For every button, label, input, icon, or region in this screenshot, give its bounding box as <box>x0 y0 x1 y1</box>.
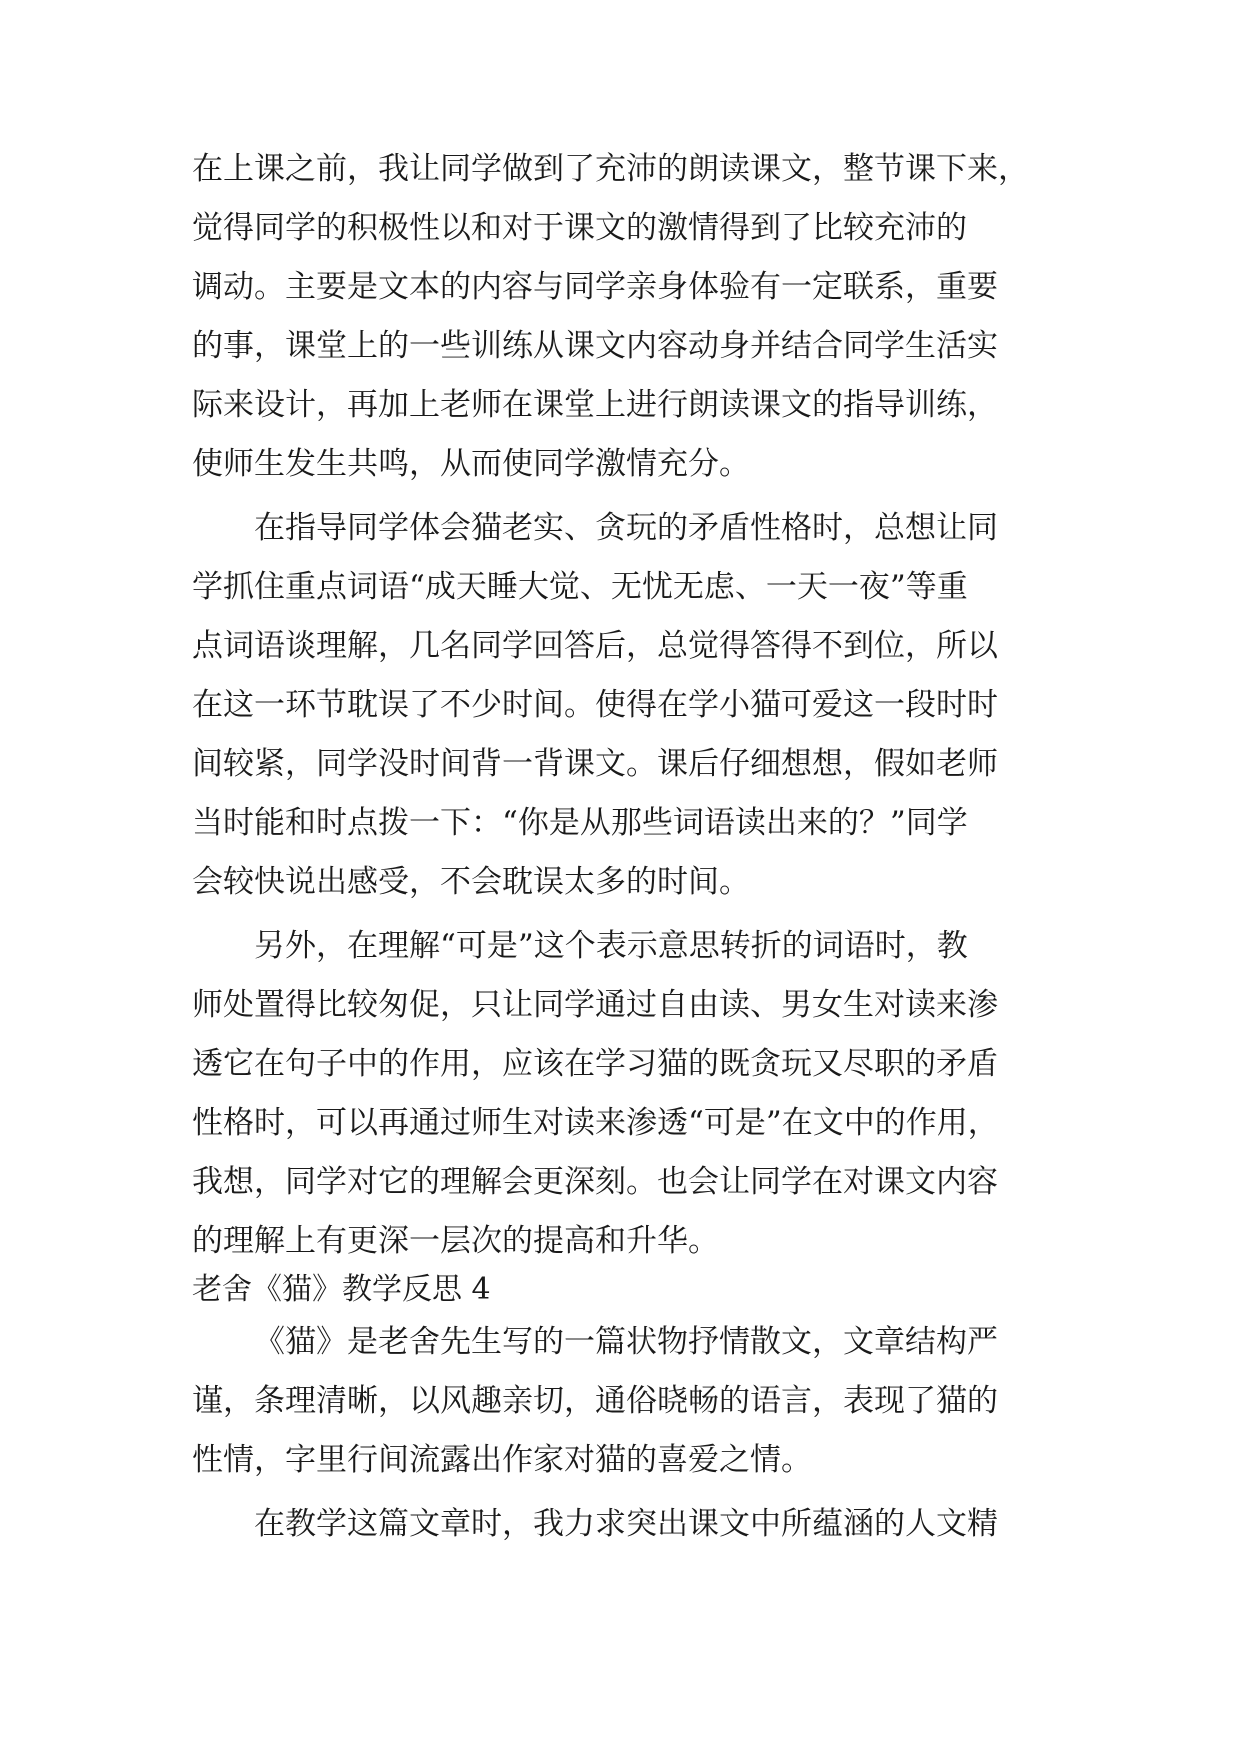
text-line: 当时能和时点拨一下：“你是从那些词语读出来的？”同学 <box>192 805 968 841</box>
paragraph-first-line: 在指导同学体会猫老实、贪玩的矛盾性格时，总想让同 <box>254 510 998 546</box>
text-line: 谨，条理清晰，以风趣亲切，通俗晓畅的语言，表现了猫的 <box>192 1383 998 1419</box>
text-line: 调动。主要是文本的内容与同学亲身体验有一定联系，重要 <box>192 269 998 305</box>
text-line: 师处置得比较匆促，只让同学通过自由读、男女生对读来渗 <box>192 987 998 1023</box>
text-line: 性情，字里行间流露出作家对猫的喜爱之情。 <box>192 1442 812 1478</box>
text-line: 的事，课堂上的一些训练从课文内容动身并结合同学生活实 <box>192 328 998 364</box>
section-heading: 老舍《猫》教学反思 4 <box>192 1272 491 1307</box>
text-line: 点词语谈理解，几名同学回答后，总觉得答得不到位，所以 <box>192 628 998 664</box>
text-line: 间较紧，同学没时间背一背课文。课后仔细想想，假如老师 <box>192 746 998 782</box>
text-line: 在上课之前，我让同学做到了充沛的朗读课文，整节课下来， <box>192 151 1029 187</box>
text-line: 学抓住重点词语“成天睡大觉、无忧无虑、一天一夜”等重 <box>192 569 968 605</box>
text-line: 我想，同学对它的理解会更深刻。也会让同学在对课文内容 <box>192 1164 998 1200</box>
text-line: 际来设计，再加上老师在课堂上进行朗读课文的指导训练， <box>192 387 998 423</box>
text-line: 使师生发生共鸣，从而使同学激情充分。 <box>192 446 750 482</box>
text-line: 透它在句子中的作用，应该在学习猫的既贪玩又尽职的矛盾 <box>192 1046 998 1082</box>
text-line: 性格时，可以再通过师生对读来渗透“可是”在文中的作用， <box>192 1105 999 1141</box>
paragraph-first-line: 《猫》是老舍先生写的一篇状物抒情散文，文章结构严 <box>254 1324 998 1360</box>
text-line: 觉得同学的积极性以和对于课文的激情得到了比较充沛的 <box>192 210 967 246</box>
paragraph-first-line: 另外，在理解“可是”这个表示意思转折的词语时，教 <box>254 928 968 964</box>
paragraph-first-line: 在教学这篇文章时，我力求突出课文中所蕴涵的人文精 <box>254 1506 998 1542</box>
text-line: 会较快说出感受，不会耽误太多的时间。 <box>192 864 750 900</box>
text-line: 在这一环节耽误了不少时间。使得在学小猫可爱这一段时时 <box>192 687 998 723</box>
text-line: 的理解上有更深一层次的提高和升华。 <box>192 1223 719 1259</box>
